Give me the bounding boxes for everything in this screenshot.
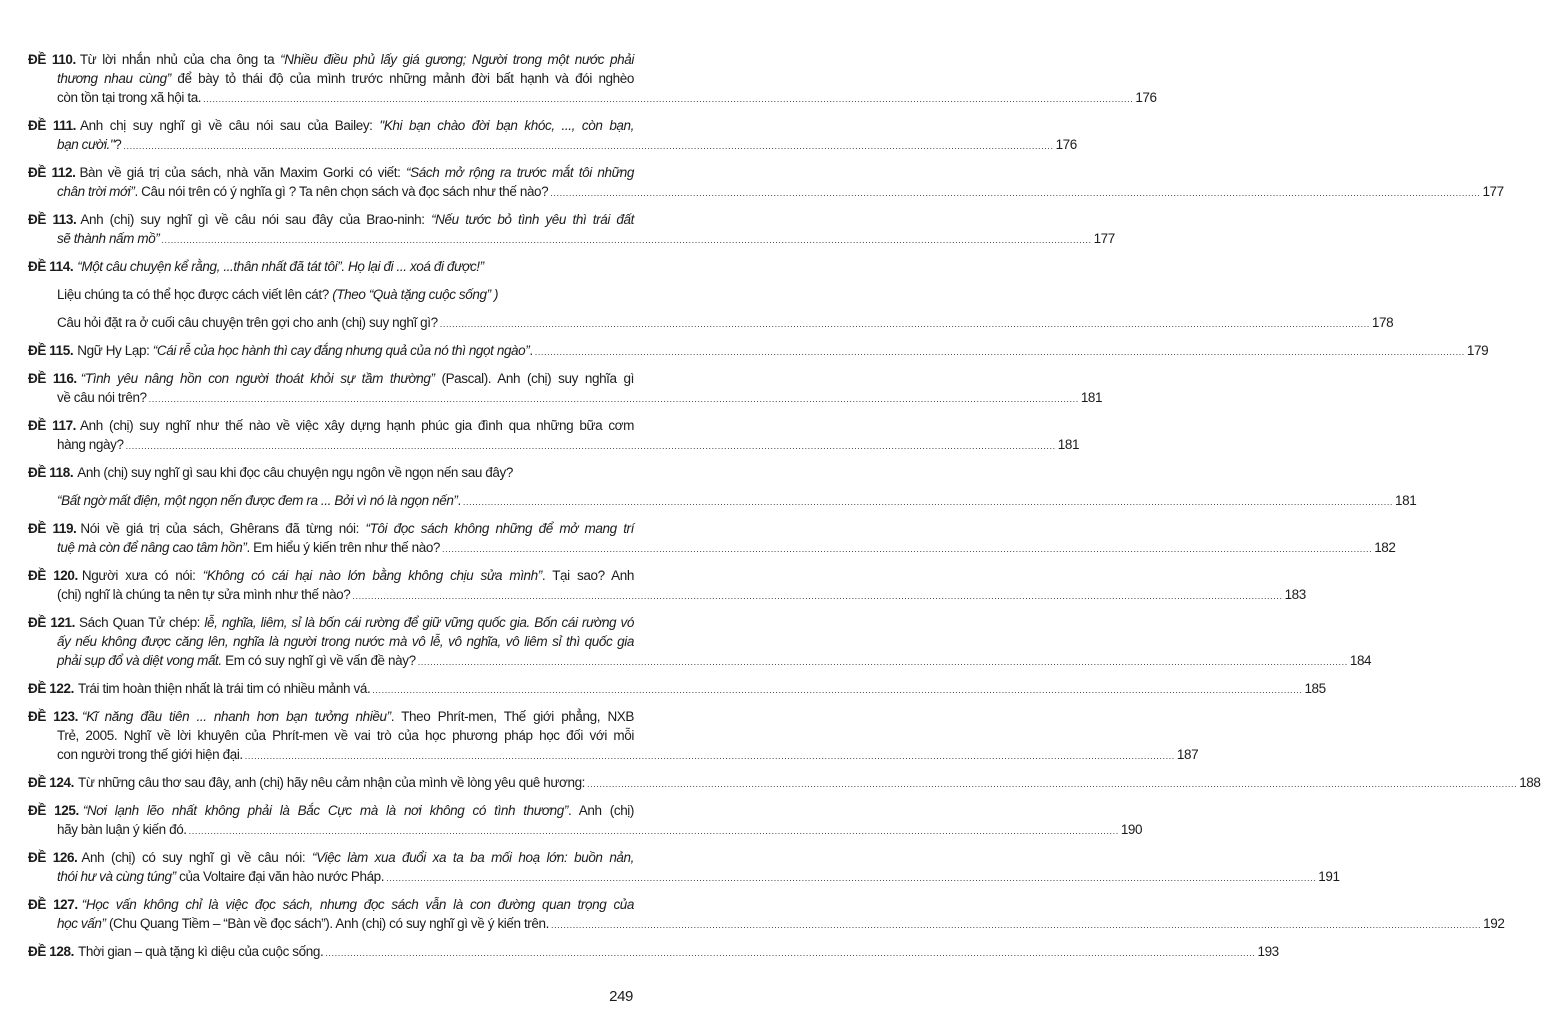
- entry-text-segment: sẽ thành nấm mồ”: [57, 231, 160, 246]
- table-of-contents: [28, 50, 1541, 970]
- toc-line: [57, 867, 1340, 886]
- entry-text-segment: ấy nếu không được căng lên, nghĩa là người trong nước mà vô lễ, vô nghĩa, vô liêm sỉ thì quốc gia: [57, 634, 634, 649]
- entry-text-segment: để bày tỏ thái độ của mình trước những mảnh đời bất hạnh và đói nghèo: [170, 71, 634, 86]
- toc-entry[interactable]: [28, 210, 1115, 248]
- toc-entry[interactable]: [28, 116, 1077, 154]
- toc-line-text: [57, 182, 548, 201]
- toc-line: [28, 369, 634, 388]
- toc-line: [28, 341, 1489, 360]
- entry-label: ĐỀ 119.: [28, 521, 77, 536]
- toc-entry[interactable]: [28, 416, 1080, 454]
- toc-line: [57, 745, 1199, 764]
- dot-leader: ............................................................................................................................................................................................................................................................................................................: [417, 657, 1348, 667]
- dot-leader: ............................................................................................................................................................................................................................................................................................................: [352, 591, 1283, 601]
- entry-text-segment: “Việc làm xua đuổi xa ta ba mối hoạ lớn: buồn nản,: [312, 850, 634, 865]
- entry-text-segment: con người trong thế giới hiện đại.: [57, 747, 243, 762]
- entry-text-segment: . Theo Phrít-men, Thế giới phẳng, NXB: [390, 709, 634, 724]
- toc-entry[interactable]: [28, 566, 1306, 604]
- entry-text-segment: hàng ngày?: [57, 437, 124, 452]
- toc-line-text: [28, 341, 533, 360]
- entry-text-segment: Anh chị suy nghĩ gì về câu nói sau của Bailey:: [80, 118, 380, 133]
- entry-text-segment: Thời gian – quà tặng kì diệu của cuộc sống.: [77, 944, 324, 959]
- entry-label: ĐỀ 120.: [28, 568, 78, 583]
- toc-line: [28, 895, 634, 914]
- toc-line: [57, 651, 1372, 670]
- toc-line: [57, 914, 1505, 933]
- entry-page-number: 193: [1257, 944, 1279, 959]
- toc-entry[interactable]: [28, 679, 1326, 698]
- entry-text-segment: . Câu nói trên có ý nghĩa gì ? Ta nên chọn sách và đọc sách như thế nào?: [134, 184, 549, 199]
- dot-leader: ............................................................................................................................................................................................................................................................................................................: [442, 544, 1373, 554]
- entry-text-segment: chân trời mới”: [57, 184, 135, 199]
- entry-text-segment: Người xưa có nói:: [81, 568, 203, 583]
- toc-line: [28, 942, 1279, 961]
- dot-leader: ............................................................................................................................................................................................................................................................................................................: [125, 441, 1056, 451]
- toc-entry[interactable]: [28, 801, 1143, 839]
- toc-entry[interactable]: [28, 773, 1541, 792]
- entry-text-segment: Anh (chị) suy nghĩ gì sau khi đọc câu chuyện ngụ ngôn về ngọn nến sau đây?: [77, 465, 513, 480]
- toc-line: [57, 313, 1394, 332]
- entry-text-segment: học vấn”: [57, 916, 106, 931]
- dot-leader: ............................................................................................................................................................................................................................................................................................................: [462, 497, 1394, 507]
- entry-page-number: 187: [1176, 747, 1199, 762]
- entry-page-number: 176: [1055, 137, 1077, 152]
- dot-leader: ............................................................................................................................................................................................................................................................................................................: [161, 235, 1092, 245]
- toc-line: [28, 679, 1326, 698]
- toc-entry[interactable]: [28, 257, 1394, 332]
- entry-text-segment: .: [529, 343, 533, 358]
- toc-line-text: [57, 135, 121, 154]
- dot-leader: ............................................................................................................................................................................................................................................................................................................: [188, 826, 1119, 836]
- entry-page-number: 177: [1482, 184, 1504, 199]
- toc-line-text: [57, 229, 159, 248]
- entry-text-segment: “Tôi đọc sách không những để mở mang trí: [365, 521, 634, 536]
- toc-line: [28, 707, 634, 726]
- dot-leader: ............................................................................................................................................................................................................................................................................................................: [587, 779, 1518, 789]
- toc-line-text: [57, 388, 147, 407]
- entry-text-segment: Sách Quan Tử chép:: [79, 615, 205, 630]
- entry-label: ĐỀ 110.: [28, 52, 76, 67]
- dot-leader: ............................................................................................................................................................................................................................................................................................................: [386, 873, 1317, 883]
- entry-text-segment: . Anh (chị): [567, 803, 634, 818]
- entry-text-segment: “Sách mở rộng ra trước mắt tôi những: [406, 165, 634, 180]
- toc-entry[interactable]: [28, 341, 1489, 360]
- entry-text-segment: Liệu chúng ta có thể học được cách viết lên cát?: [57, 287, 333, 302]
- toc-entry[interactable]: [28, 707, 1199, 764]
- dot-leader: ............................................................................................................................................................................................................................................................................................................: [325, 948, 1256, 958]
- toc-line: [28, 801, 634, 820]
- dot-leader: ............................................................................................................................................................................................................................................................................................................: [550, 920, 1482, 930]
- toc-line: [28, 613, 634, 632]
- toc-line: [28, 416, 634, 435]
- page-number: 249: [609, 988, 633, 1005]
- dot-leader: ............................................................................................................................................................................................................................................................................................................: [244, 751, 1175, 761]
- toc-line-text: [57, 435, 124, 454]
- dot-leader: ............................................................................................................................................................................................................................................................................................................: [550, 188, 1481, 198]
- entry-page-number: 179: [1466, 343, 1489, 358]
- entry-text-segment: lễ, nghĩa, liêm, sỉ là bốn cái rường để giữ vững quốc gia. Bốn cái rường vó: [204, 615, 634, 630]
- entry-label: ĐỀ 111.: [28, 118, 77, 133]
- toc-entry[interactable]: [28, 50, 1157, 107]
- entry-page-number: 181: [1057, 437, 1080, 452]
- toc-line-text: [57, 745, 243, 764]
- toc-line: [28, 163, 634, 182]
- toc-line: [28, 566, 634, 585]
- entry-page-number: 192: [1483, 916, 1505, 931]
- entry-page-number: 185: [1304, 681, 1326, 696]
- entry-label: ĐỀ 123.: [28, 709, 78, 724]
- entry-text-segment: phải sụp đổ và diệt vong mất.: [57, 653, 222, 668]
- entry-label: ĐỀ 115.: [28, 343, 74, 358]
- toc-entry[interactable]: [28, 369, 1103, 407]
- entry-text-segment: Nói về giá trị của sách, Ghêrans đã từng nói:: [80, 521, 366, 536]
- entry-text-segment: Ngữ Hy Lạp:: [77, 343, 153, 358]
- entry-page-number: 188: [1519, 775, 1541, 790]
- toc-line: [28, 116, 634, 135]
- entry-text-segment: "Khi bạn chào đời bạn khóc, ..., còn bạn,: [379, 118, 634, 133]
- toc-line-text: [57, 867, 384, 886]
- toc-entry[interactable]: [28, 613, 1372, 670]
- toc-line-text: [57, 88, 201, 107]
- toc-line: [57, 182, 1504, 201]
- entry-page-number: 182: [1374, 540, 1396, 555]
- entry-text-segment: “Tình yêu nâng hồn con người thoát khỏi sự tầm thường”: [80, 371, 435, 386]
- dot-leader: ............................................................................................................................................................................................................................................................................................................: [123, 141, 1054, 151]
- entry-page-number: 191: [1318, 869, 1340, 884]
- entry-text-segment: Anh (chị) suy nghĩ như thế nào về việc xây dựng hạnh phúc gia đình qua những bữa cơm: [80, 418, 634, 433]
- entry-label: ĐỀ 114.: [28, 259, 74, 274]
- entry-text-segment: “Nếu tước bỏ tình yêu thì trái đất: [431, 212, 634, 227]
- entry-text-segment: bạn cười.": [57, 137, 115, 152]
- entry-text-segment: của Voltaire đại văn hào nước Pháp.: [175, 869, 385, 884]
- entry-text-segment: Trái tim hoàn thiện nhất là trái tim có nhiều mảnh vá.: [77, 681, 371, 696]
- toc-entry[interactable]: [28, 942, 1279, 961]
- toc-entry[interactable]: [28, 848, 1340, 886]
- toc-line-text: [57, 651, 416, 670]
- toc-line: [57, 632, 634, 651]
- toc-line: [28, 210, 634, 229]
- entry-text-segment: . Tại sao? Anh: [541, 568, 634, 583]
- entry-text-segment: “Nhiều điều phủ lấy giá gương; Người trong một nước phải: [280, 52, 634, 67]
- toc-line: [28, 773, 1541, 792]
- entry-text-segment: Anh (chị) suy nghĩ gì về câu nói sau đây của Brao-ninh:: [80, 212, 432, 227]
- entry-text-segment: “Một câu chuyện kể rằng, ...thân nhất đã tát tôi”. Họ lại đi ... xoá đi được!”: [77, 259, 484, 274]
- dot-leader: ............................................................................................................................................................................................................................................................................................................: [203, 94, 1134, 104]
- toc-line: [57, 585, 1306, 604]
- entry-text-segment: Trẻ, 2005. Nghĩ về lời khuyên của Phrít-men về vai trò của học phương pháp học đối với mỗi: [57, 728, 634, 743]
- entry-label: ĐỀ 122.: [28, 681, 74, 696]
- toc-line-text: [57, 914, 549, 933]
- entry-label: ĐỀ 116.: [28, 371, 77, 386]
- toc-line-text: [57, 538, 440, 557]
- entry-text-segment: (Theo “Quà tặng cuộc sống” ): [332, 287, 499, 302]
- entry-text-segment: “Học vấn không chỉ là việc đọc sách, nhưng đọc sách vẫn là con đường quan trọng của: [81, 897, 635, 912]
- toc-line-text: [57, 820, 187, 839]
- dot-leader: ............................................................................................................................................................................................................................................................................................................: [534, 347, 1465, 357]
- entry-page-number: 181: [1080, 390, 1103, 405]
- toc-entry[interactable]: [28, 463, 1417, 510]
- toc-line-text: [28, 942, 323, 961]
- entry-text-segment: Anh (chị) có suy nghĩ gì về câu nói:: [81, 850, 313, 865]
- toc-line-text: [28, 679, 370, 698]
- entry-text-segment: còn tồn tại trong xã hội ta.: [57, 90, 202, 105]
- toc-line-text: [57, 585, 350, 604]
- dot-leader: ............................................................................................................................................................................................................................................................................................................: [439, 319, 1370, 329]
- entry-text-segment: “Kĩ năng đầu tiên ... nhanh hơn bạn tưởng nhiều”: [81, 709, 391, 724]
- entry-page-number: 181: [1395, 493, 1417, 508]
- entry-text-segment: “Không có cái hại nào lớn bằng không chịu sửa mình”: [202, 568, 542, 583]
- toc-line: [57, 726, 634, 745]
- toc-line: [57, 69, 634, 88]
- entry-page-number: 183: [1284, 587, 1306, 602]
- entry-text-segment: tuệ mà còn để nâng cao tâm hồn”: [57, 540, 247, 555]
- entry-label: ĐỀ 127.: [28, 897, 78, 912]
- entry-page-number: 190: [1120, 822, 1143, 837]
- entry-label: ĐỀ 126.: [28, 850, 78, 865]
- toc-entry[interactable]: [28, 895, 1505, 933]
- entry-text-segment: Em có suy nghĩ gì về vấn đề này?: [221, 653, 416, 668]
- entry-label: ĐỀ 124.: [28, 775, 74, 790]
- toc-line-text: [28, 773, 585, 792]
- entry-text-segment: (Pascal). Anh (chị) suy nghĩa gì: [434, 371, 634, 386]
- toc-line: [28, 463, 634, 482]
- entry-text-segment: thói hư và cùng túng”: [57, 869, 176, 884]
- toc-line: [57, 388, 1103, 407]
- entry-label: ĐỀ 118.: [28, 465, 74, 480]
- entry-label: ĐỀ 112.: [28, 165, 76, 180]
- entry-page-number: 176: [1135, 90, 1157, 105]
- toc-line: [57, 88, 1157, 107]
- dot-leader: ............................................................................................................................................................................................................................................................................................................: [148, 394, 1079, 404]
- entry-label: ĐỀ 128.: [28, 944, 74, 959]
- entry-text-segment: Từ lời nhắn nhủ của cha ông ta: [79, 52, 281, 67]
- entry-text-segment: “Bất ngờ mất điện, một ngọn nến được đem ra ... Bởi vì nó là ngọn nến”: [57, 493, 458, 508]
- entry-text-segment: Câu hỏi đặt ra ở cuối câu chuyện trên gợi cho anh (chị) suy nghĩ gì?: [57, 315, 438, 330]
- toc-line: [57, 435, 1080, 454]
- toc-line: [57, 491, 1417, 510]
- entry-text-segment: ?: [114, 137, 122, 152]
- entry-text-segment: .: [457, 493, 461, 508]
- entry-label: ĐỀ 125.: [28, 803, 79, 818]
- toc-line: [57, 135, 1077, 154]
- toc-line: [28, 257, 634, 276]
- toc-line-text: [57, 491, 461, 510]
- entry-text-segment: Bàn về giá trị của sách, nhà văn Maxim Gorki có viết:: [79, 165, 407, 180]
- entry-text-segment: thương nhau cùng”: [57, 71, 171, 86]
- toc-line: [28, 519, 634, 538]
- entry-page-number: 178: [1371, 315, 1394, 330]
- entry-text-segment: “Nơi lạnh lẽo nhất không phải là Bắc Cực mà là nơi không có tình thương”: [82, 803, 568, 818]
- toc-entry[interactable]: [28, 519, 1396, 557]
- entry-text-segment: . Em hiểu ý kiến trên như thế nào?: [246, 540, 441, 555]
- entry-text-segment: Từ những câu thơ sau đây, anh (chị) hãy nêu cảm nhận của mình về lòng yêu quê hương:: [77, 775, 586, 790]
- entry-label: ĐỀ 121.: [28, 615, 76, 630]
- toc-line: [57, 820, 1143, 839]
- toc-line: [28, 848, 634, 867]
- entry-page-number: 184: [1349, 653, 1372, 668]
- toc-line: [57, 229, 1115, 248]
- entry-label: ĐỀ 117.: [28, 418, 77, 433]
- entry-label: ĐỀ 113.: [28, 212, 77, 227]
- toc-line: [57, 285, 634, 304]
- dot-leader: ............................................................................................................................................................................................................................................................................................................: [372, 685, 1303, 695]
- toc-entry[interactable]: [28, 163, 1504, 201]
- toc-line: [28, 50, 634, 69]
- toc-line-text: [57, 313, 438, 332]
- entry-text-segment: “Cái rễ của học hành thì cay đắng nhưng quả của nó thì ngọt ngào”: [152, 343, 530, 358]
- toc-line: [57, 538, 1396, 557]
- entry-text-segment: về câu nói trên?: [57, 390, 147, 405]
- entry-page-number: 177: [1093, 231, 1115, 246]
- entry-text-segment: (chị) nghĩ là chúng ta nên tự sửa mình như thế nào?: [57, 587, 351, 602]
- entry-text-segment: hãy bàn luận ý kiến đó.: [57, 822, 187, 837]
- entry-text-segment: (Chu Quang Tiềm – “Bàn về đọc sách”). Anh (chị) có suy nghĩ gì về ý kiến trên.: [105, 916, 549, 931]
